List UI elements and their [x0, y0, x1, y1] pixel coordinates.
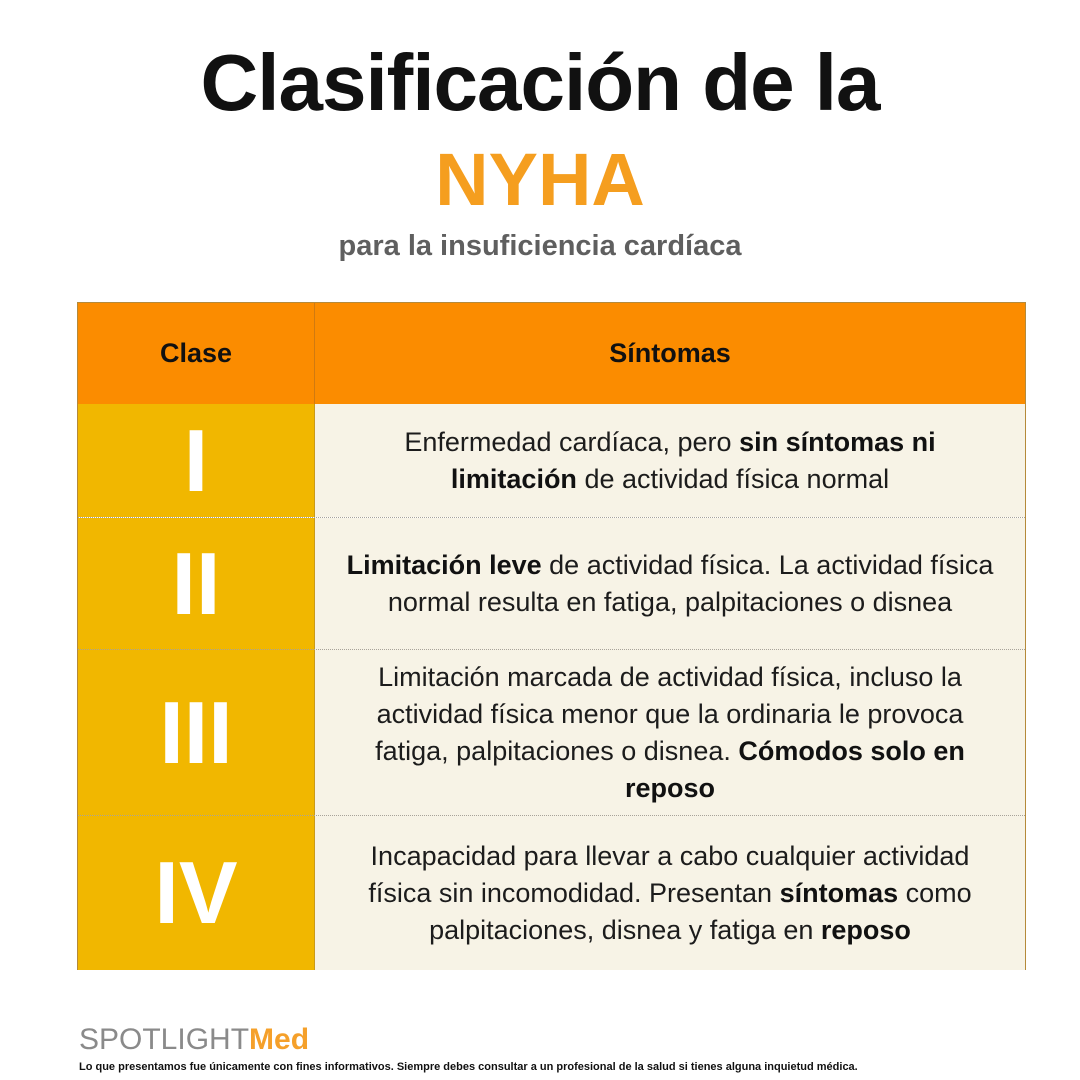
desc-normal: como palpitaciones, disnea y fatiga en: [429, 877, 972, 945]
header-sintomas: Síntomas: [315, 303, 1025, 404]
table-header: [78, 303, 1025, 404]
symptom-description: [315, 404, 1025, 517]
desc-bold: síntomas: [779, 877, 899, 908]
class-label: III: [78, 650, 315, 816]
page-subtitle: para la insuficiencia cardíaca: [338, 230, 742, 262]
nyha-table: [77, 302, 1026, 970]
page-title-highlight: NYHA: [435, 138, 645, 221]
desc-bold: Limitación leve: [346, 550, 542, 580]
symptom-description: [315, 650, 1025, 816]
table-row-class-1: [78, 404, 1025, 517]
header-clase: Clase: [78, 303, 315, 404]
logo-bold-text: Med: [249, 1023, 310, 1056]
desc-bold: Cómodos solo en reposo: [624, 736, 965, 803]
desc-normal: de actividad física. La actividad física normal resulta en fatiga, palpitaciones o disnea: [387, 550, 994, 617]
logo-light-text: SPOTLIGHT: [79, 1023, 250, 1056]
disclaimer-text: Lo que presentamos fue únicamente con fines informativos. Siempre debes consultar a un profesional de la salud si tienes alguna inquietud médica.: [79, 1061, 858, 1073]
class-label: II: [78, 518, 315, 650]
class-label: I: [78, 404, 315, 517]
desc-normal: de actividad física normal: [576, 463, 890, 494]
desc-text: [317, 547, 1023, 621]
spotlight-med-logo: [79, 1020, 309, 1060]
desc-normal: Incapacidad para llevar a cabo cualquier actividad física sin incomodidad. Presentan: [368, 840, 970, 908]
desc-normal: Enfermedad cardíaca, pero: [404, 426, 740, 457]
desc-bold: sin síntomas ni limitación: [450, 426, 936, 494]
desc-normal: Limitación marcada de actividad física, incluso la actividad física menor que la ordinaria le provoca fatiga, palpitaciones o disnea.: [375, 662, 964, 766]
desc-text: [345, 659, 995, 807]
desc-text: [339, 838, 1001, 949]
desc-bold: reposo: [820, 914, 911, 945]
desc-text: [375, 424, 965, 498]
page-title: Clasificación de la: [200, 38, 880, 127]
class-label: IV: [78, 816, 315, 970]
table-row-class-4: [78, 815, 1025, 970]
symptom-description: [315, 816, 1025, 970]
table-row-class-3: [78, 649, 1025, 816]
symptom-description: [315, 518, 1025, 650]
table-row-class-2: [78, 517, 1025, 650]
